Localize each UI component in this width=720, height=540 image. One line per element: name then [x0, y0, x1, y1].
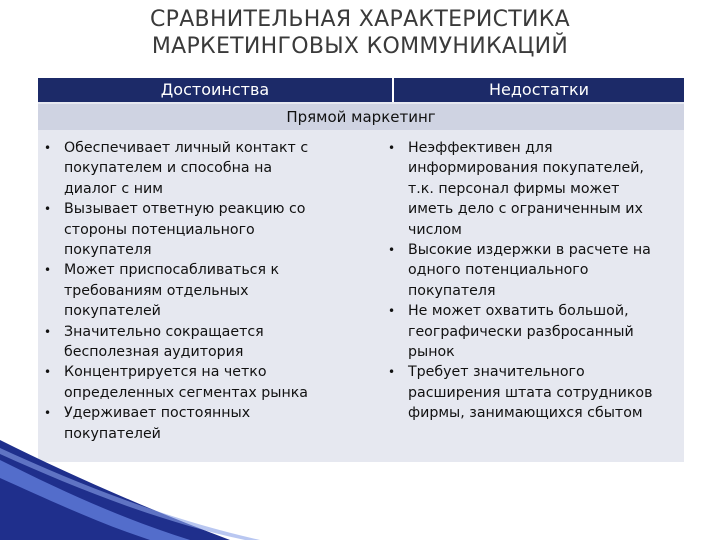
- table-header-row: [38, 78, 684, 102]
- advantage-item: [38, 403, 388, 444]
- disadvantages-list: [382, 138, 682, 424]
- disadvantage-item-line: • Не может охватить большой,: [408, 303, 629, 320]
- disadvantage-item-line: рынок: [408, 344, 455, 361]
- advantage-item-line: • Может приспосабливаться к: [64, 262, 280, 279]
- advantage-item-line: требованиям отдельных: [64, 282, 249, 299]
- advantage-item: [38, 260, 388, 321]
- advantage-item-line: • Вызывает ответную реакцию со: [64, 201, 306, 218]
- comparison-table: [38, 78, 684, 462]
- advantage-item-line: определенных сегментах рынка: [64, 384, 308, 401]
- advantage-item: [38, 199, 388, 260]
- advantage-item-line: покупателей: [64, 303, 161, 320]
- section-row: Прямой маркетинг: [38, 104, 684, 130]
- advantage-item: [38, 362, 388, 403]
- decorative-swoosh: [0, 440, 720, 540]
- advantage-item-line: диалог с ним: [64, 180, 163, 197]
- title-line-1: СРАВНИТЕЛЬНАЯ ХАРАКТЕРИСТИКА: [149, 7, 571, 32]
- disadvantage-item-line: географически разбросанный: [408, 323, 634, 340]
- advantage-item-line: стороны потенциального: [64, 221, 255, 238]
- disadvantage-item: [382, 138, 682, 240]
- header-disadvantages: Недостатки: [488, 80, 590, 99]
- advantage-item-line: покупателей: [64, 425, 161, 442]
- disadvantage-item-line: информирования покупателей,: [408, 160, 644, 177]
- disadvantage-item-line: расширения штата сотрудников: [408, 384, 653, 401]
- disadvantage-item-line: числом: [408, 221, 462, 238]
- disadvantage-item-line: фирмы, занимающихся сбытом: [408, 405, 643, 422]
- advantage-item-line: • Обеспечивает личный контакт с: [64, 140, 309, 156]
- disadvantage-item-line: • Требует значительного: [408, 364, 585, 381]
- disadvantage-item: [382, 240, 682, 301]
- header-advantages: Достоинства: [38, 78, 394, 102]
- title-line-2: МАРКЕТИНГОВЫХ КОММУНИКАЦИЙ: [151, 34, 569, 59]
- disadvantage-item: [382, 301, 682, 362]
- disadvantage-item-line: т.к. персонал фирмы может: [408, 180, 620, 197]
- disadvantage-item-line: • Неэффективен для: [408, 140, 553, 156]
- advantage-item-line: • Концентрируется на четко: [64, 364, 267, 381]
- table-body: [38, 134, 684, 462]
- advantages-list: [38, 138, 388, 444]
- advantage-item-line: покупателя: [64, 242, 152, 259]
- page-title: [0, 6, 720, 60]
- advantage-item-line: • Значительно сокращается: [64, 323, 264, 340]
- disadvantage-item-line: иметь дело с ограниченным их: [408, 201, 643, 218]
- advantage-item: [38, 322, 388, 363]
- advantage-item-line: • Удерживает постоянных: [64, 405, 251, 422]
- disadvantage-item-line: одного потенциального: [408, 262, 589, 279]
- disadvantage-item-line: • Высокие издержки в расчете на: [408, 242, 651, 259]
- disadvantage-item-line: покупателя: [408, 282, 496, 299]
- disadvantage-item: [382, 362, 682, 423]
- advantage-item-line: бесполезная аудитория: [64, 344, 244, 361]
- advantage-item-line: покупателем и способна на: [64, 160, 273, 177]
- advantage-item: [38, 138, 388, 199]
